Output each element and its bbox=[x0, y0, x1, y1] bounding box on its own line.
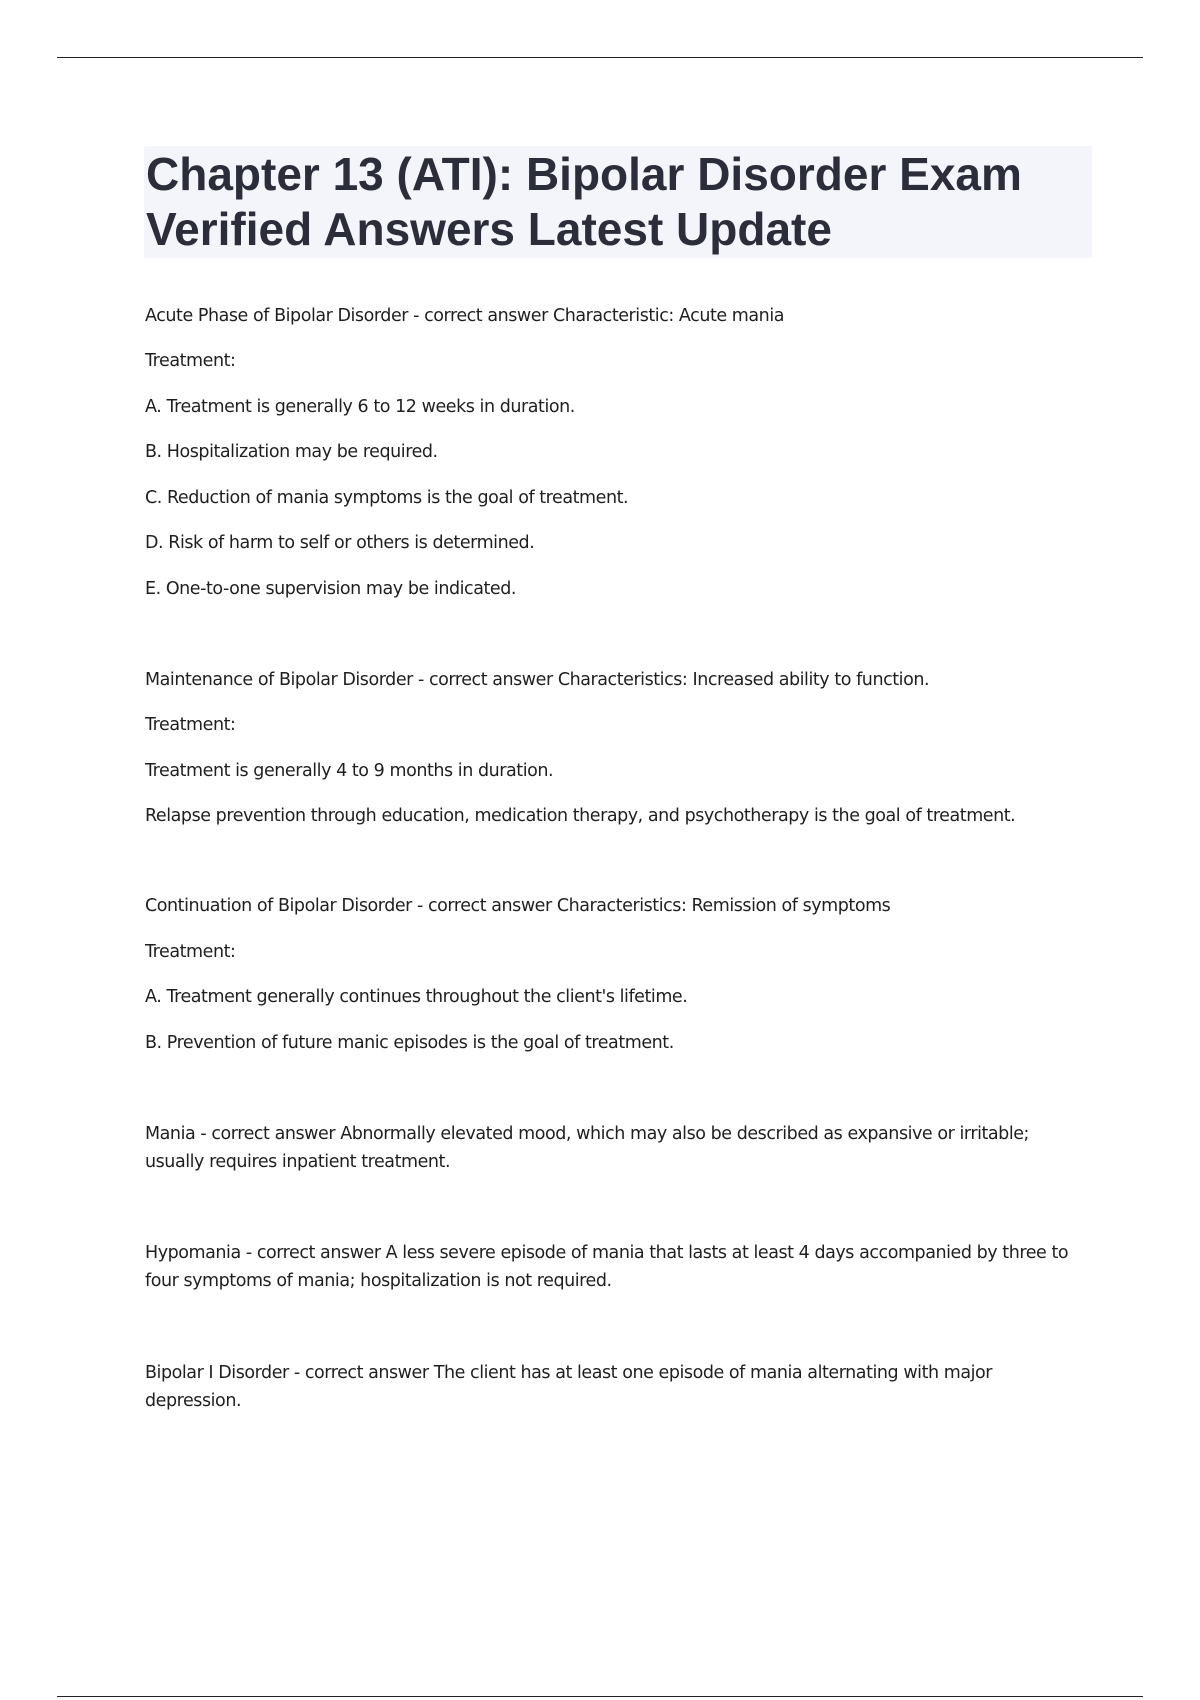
maintenance-item-1: Treatment is generally 4 to 9 months in duration. bbox=[145, 761, 554, 781]
maintenance-definition: Maintenance of Bipolar Disorder - correct answer Characteristics: Increased ability to function. bbox=[145, 670, 930, 690]
acute-phase-item-c: C. Reduction of mania symptoms is the goal of treatment. bbox=[145, 488, 629, 508]
bipolar-i-definition: Bipolar I Disorder - correct answer The client has at least one episode of mania alternating with major depression. bbox=[145, 1363, 993, 1411]
page-title-line-1: Chapter 13 (ATI): Bipolar Disorder Exam bbox=[146, 148, 1022, 200]
acute-phase-item-e: E. One-to-one supervision may be indicated. bbox=[145, 579, 516, 599]
acute-phase-item-a: A. Treatment is generally 6 to 12 weeks in duration. bbox=[145, 397, 575, 417]
continuation-definition: Continuation of Bipolar Disorder - correct answer Characteristics: Remission of symptoms bbox=[145, 896, 891, 916]
page-title-line-2: Verified Answers Latest Update bbox=[146, 203, 832, 255]
acute-phase-item-d: D. Risk of harm to self or others is determined. bbox=[145, 533, 535, 553]
title-block bbox=[144, 146, 1092, 258]
mania-definition: Mania - correct answer Abnormally elevated mood, which may also be described as expansive or irritable; usually requires inpatient treatment. bbox=[145, 1124, 1030, 1172]
maintenance-treatment-heading: Treatment: bbox=[145, 715, 236, 735]
continuation-item-a: A. Treatment generally continues throughout the client's lifetime. bbox=[145, 987, 688, 1007]
acute-phase-item-b: B. Hospitalization may be required. bbox=[145, 442, 438, 462]
maintenance-item-2: Relapse prevention through education, medication therapy, and psychotherapy is the goal of treatment. bbox=[145, 806, 1016, 826]
continuation-item-b: B. Prevention of future manic episodes is the goal of treatment. bbox=[145, 1033, 674, 1053]
acute-phase-definition: Acute Phase of Bipolar Disorder - correct answer Characteristic: Acute mania bbox=[145, 306, 785, 326]
top-divider bbox=[57, 57, 1143, 58]
acute-phase-treatment-heading: Treatment: bbox=[145, 351, 236, 371]
continuation-treatment-heading: Treatment: bbox=[145, 942, 236, 962]
bottom-divider bbox=[57, 1696, 1143, 1697]
hypomania-definition: Hypomania - correct answer A less severe episode of mania that lasts at least 4 days accompanied by three to four symptoms of mania; hospitalization is not required. bbox=[145, 1243, 1069, 1291]
